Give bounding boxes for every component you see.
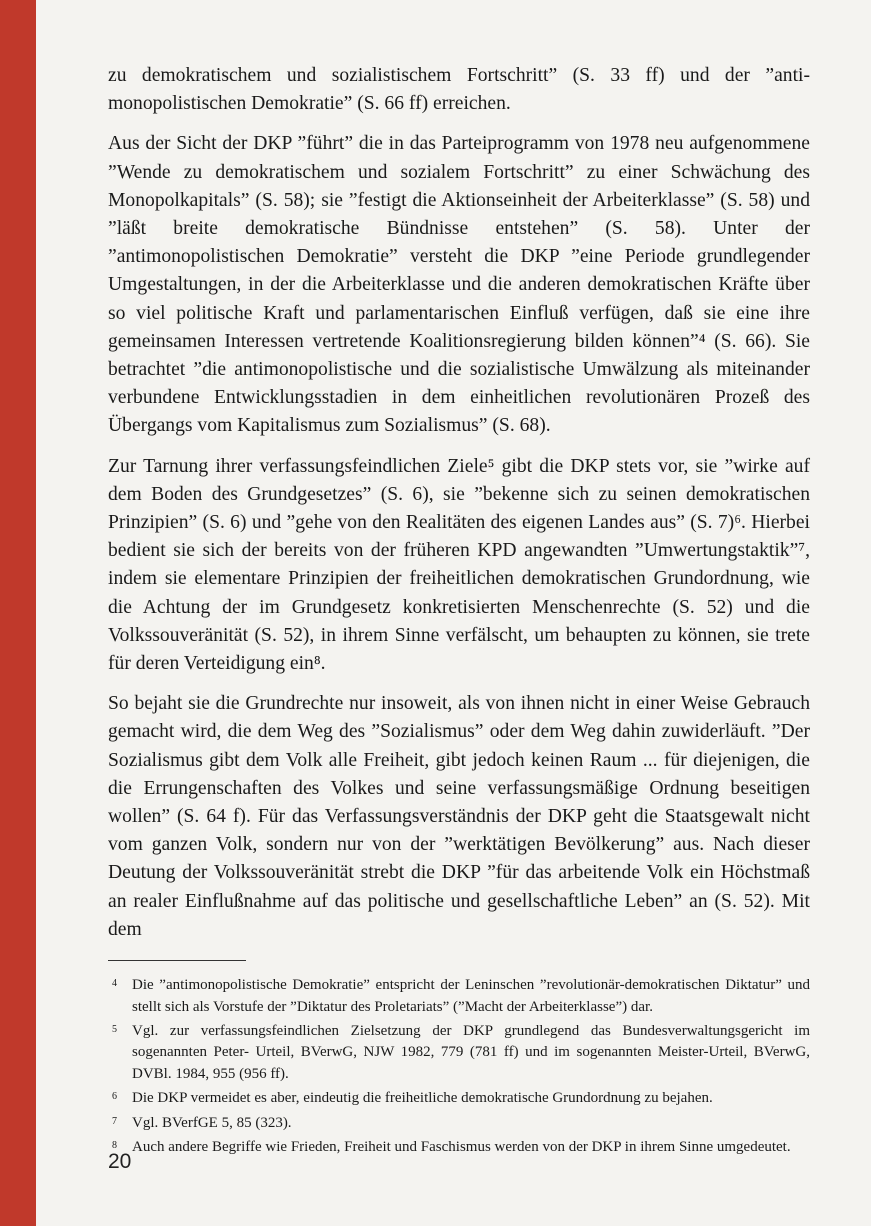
footnote-text: Die ”antimonopolistische Demokratie” entspricht der Leninschen ”revolutionär-demokratischen Diktatur” und stellt sich als Vorstufe der ”Diktatur des Proletariats” (”Macht der Arbeiterklasse”) dar. [132,977,810,1015]
footnote-number: 4 [112,978,117,990]
footnote-number: 5 [112,1023,117,1035]
footnote-text: Vgl. BVerfGE 5, 85 (323). [132,1114,292,1131]
footnote-8 [108,1137,810,1158]
footnote-text: Auch andere Begriffe wie Frieden, Freiheit und Faschismus werden von der DKP in ihrem Sinne umgedeutet. [132,1138,791,1155]
footnote-number: 8 [112,1139,117,1151]
paragraph-2: Aus der Sicht der DKP ”führt” die in das Parteiprogramm von 1978 neu aufgenommene ”Wende zu demokratischem und sozialem Fortschritt” zu einer Schwächung des Monopolkapitals” (S. 58); sie ”festigt die Aktionseinheit der Arbeiterklasse” (S. 58) und ”läßt breite demokratische Bündnisse entstehen” (S. 58). Unter der ”antimonopolistischen Demokratie” versteht die DKP ”eine Periode grundlegender Umgestaltungen, in der die Arbeiterklasse und die anderen demokratischen Kräfte über so viel politische Kraft und parlamentarischen Einfluß verfügen, daß sie eine ihre gemeinsamen Interessen vertretende Koalitionsregierung bilden können”⁴ (S. 66). Sie betrachtet ”die antimonopolistische und die sozialistische Umwälzung als miteinander verbundene Entwicklungsstadien in dem einheitlichen revolutionären Prozeß des Übergangs vom Kapitalismus zum Sozialismus” (S. 68). [108,133,810,437]
page-number: 20 [108,1150,132,1173]
footnote-4 [108,975,810,1018]
footnote-text: Vgl. zur verfassungsfeindlichen Zielsetzung der DKP grundlegend das Bundesverwaltungsgericht im sogenannten Peter- Urteil, BVerwG, NJW 1982, 779 (781 ff) und im sogenannten Meister-Urteil, BVerwG, DVBl. 1984, 955 (956 ff). [132,1022,810,1082]
footnote-number: 6 [112,1091,117,1103]
footnote-number: 7 [112,1115,117,1127]
footnote-5 [108,1021,810,1085]
paragraph-1: zu demokratischem und sozialistischem Fortschritt” (S. 33 ff) und der ”anti-monopolistischen Demokratie” (S. 66 ff) erreichen. [108,65,810,115]
body-text [108,62,810,944]
footnotes [108,975,810,1158]
footnote-6 [108,1088,810,1109]
footnote-divider [108,960,246,961]
page-edge-bar [0,0,36,1226]
paragraph-3: Zur Tarnung ihrer verfassungsfeindlichen Ziele⁵ gibt die DKP stets vor, sie ”wirke auf dem Boden des Grundgesetzes” (S. 6), sie ”bekenne sich zu seinen demokratischen Prinzipien” (S. 6) und ”gehe von den Realitäten des eigenen Landes aus” (S. 7)⁶. Hierbei bedient sie sich der bereits von der früheren KPD angewandten ”Umwertungstaktik”⁷, indem sie elementare Prinzipien der freiheitlichen demokratischen Grundordnung, wie die Achtung der im Grundgesetz konkretisierten Menschenrechte (S. 52) und die Volkssouveränität (S. 52), in ihrem Sinne verfälscht, um behaupten zu können, sie trete für deren Verteidigung ein⁸. [108,455,810,675]
paragraph-4: So bejaht sie die Grundrechte nur insoweit, als von ihnen nicht in einer Weise Gebrauch gemacht wird, die dem Weg des ”Sozialismus” oder dem Weg dahin zuwiderläuft. ”Der Sozialismus gibt dem Volk alle Freiheit, gibt jedoch keinen Raum ... für diejenigen, die die Errungenschaften des Volkes und seine verfassungsmäßige Ordnung beseitigen wollen” (S. 64 f). Für das Verfassungsverständnis der DKP geht die Staatsgewalt nicht vom ganzen Volk, sondern nur von der ”werktätigen Bevölkerung” aus. Nach dieser Deutung der Volkssouveränität strebt die DKP ”für das arbeitende Volk ein Höchstmaß an realer Einflußnahme auf das politische und gesellschaftliche Leben” an (S. 52). Mit dem [108,693,810,940]
footnote-7 [108,1113,810,1134]
footnote-text: Die DKP vermeidet es aber, eindeutig die freiheitliche demokratische Grundordnung zu bejahen. [132,1090,713,1107]
page-content [108,62,810,1161]
